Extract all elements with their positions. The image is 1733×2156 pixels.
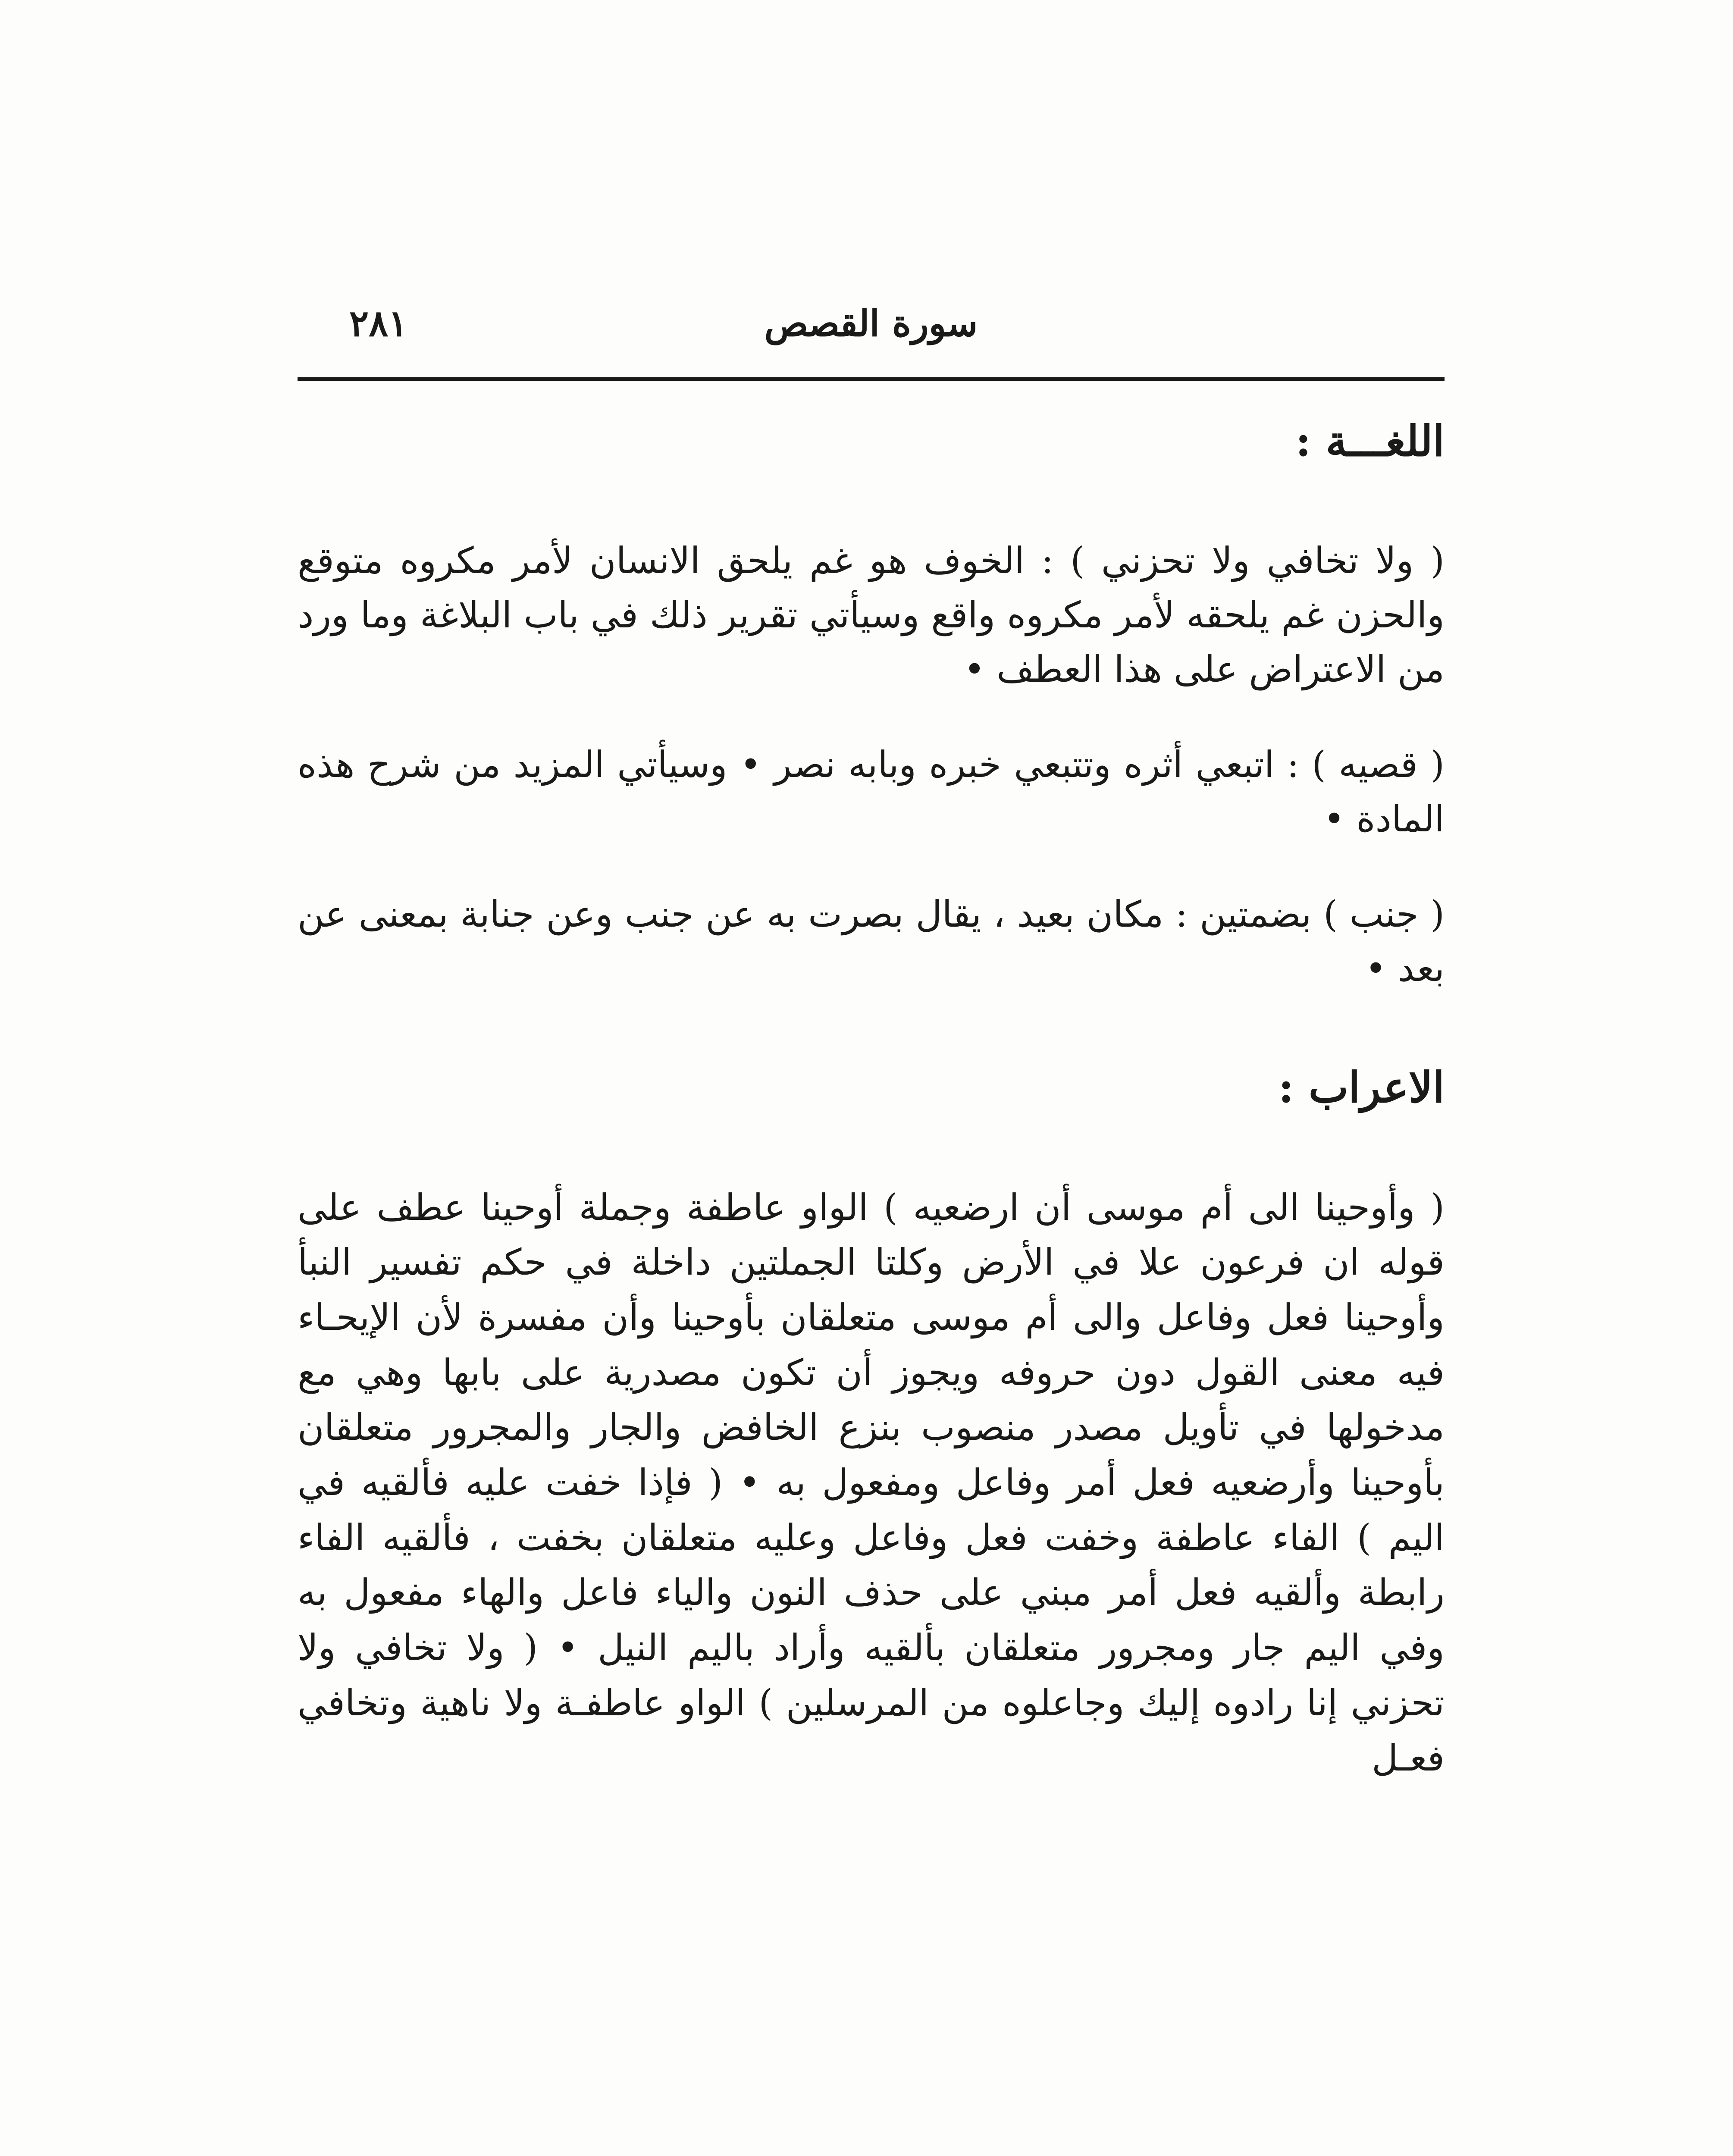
page-content [298, 414, 1445, 1786]
i3rab-heading: الاعراب : [1278, 1063, 1445, 1113]
i3rab-paragraph: ( وأوحينا الى أم موسى أن ارضعيه ) الواو عاطفة وجملة أوحينا عطف على قوله ان فرعون علا في الأرض وكلتا الجملتين داخلة في حكم تفسير النبأ وأوحينا فعل وفاعل والى أم موسى متعلقان بأوحينا وأن مفسرة لأن الإيحـاء فيه معنى القول دون حروفه ويجوز أن تكون مصدرية على بابها وهي مع مدخولها في تأويل مصدر منصوب بنزع الخافض والجار والمجرور متعلقان بأوحينا وأرضعيه فعل أمر وفاعل ومفعول به • ( فإذا خفت عليه فألقيه في اليم ) الفاء عاطفة وخفت فعل وفاعل وعليه متعلقان بخفت ، فألقيه الفاء رابطة وألقيه فعل أمر مبني على حذف النون والياء فاعل والهاء مفعول به وفي اليم جار ومجرور متعلقان بألقيه وأراد باليم النيل • ( ولا تخافي ولا تحزني إنا رادوه إليك وجاعلوه من المرسلين ) الواو عاطفـة ولا ناهية وتخافي فعـل [298, 1186, 1445, 1779]
page-number: ٢٨١ [349, 302, 408, 345]
page-header [298, 293, 1445, 379]
lugha-heading: اللغـــة : [1295, 417, 1445, 466]
lugha-paragraph-3: ( جنب ) بضمتين : مكان بعيد ، يقال بصرت به عن جنب وعن جنابة بمعنى عن بعد • [298, 893, 1445, 990]
header-divider [298, 377, 1445, 381]
surah-title: سورة القصص [764, 302, 978, 345]
lugha-paragraph-1: ( ولا تخافي ولا تحزني ) : الخوف هو غم يلحق الانسان لأمر مكروه متوقع والحزن غم يلحقه لأمر مكروه واقع وسيأتي تقرير ذلك في باب البلاغة وما ورد من الاعتراض على هذا العطف • [298, 539, 1445, 691]
lugha-paragraph-2: ( قصيه ) : اتبعي أثره وتتبعي خبره وبابه نصر • وسيأتي المزيد من شرح هذه المادة • [298, 743, 1445, 840]
